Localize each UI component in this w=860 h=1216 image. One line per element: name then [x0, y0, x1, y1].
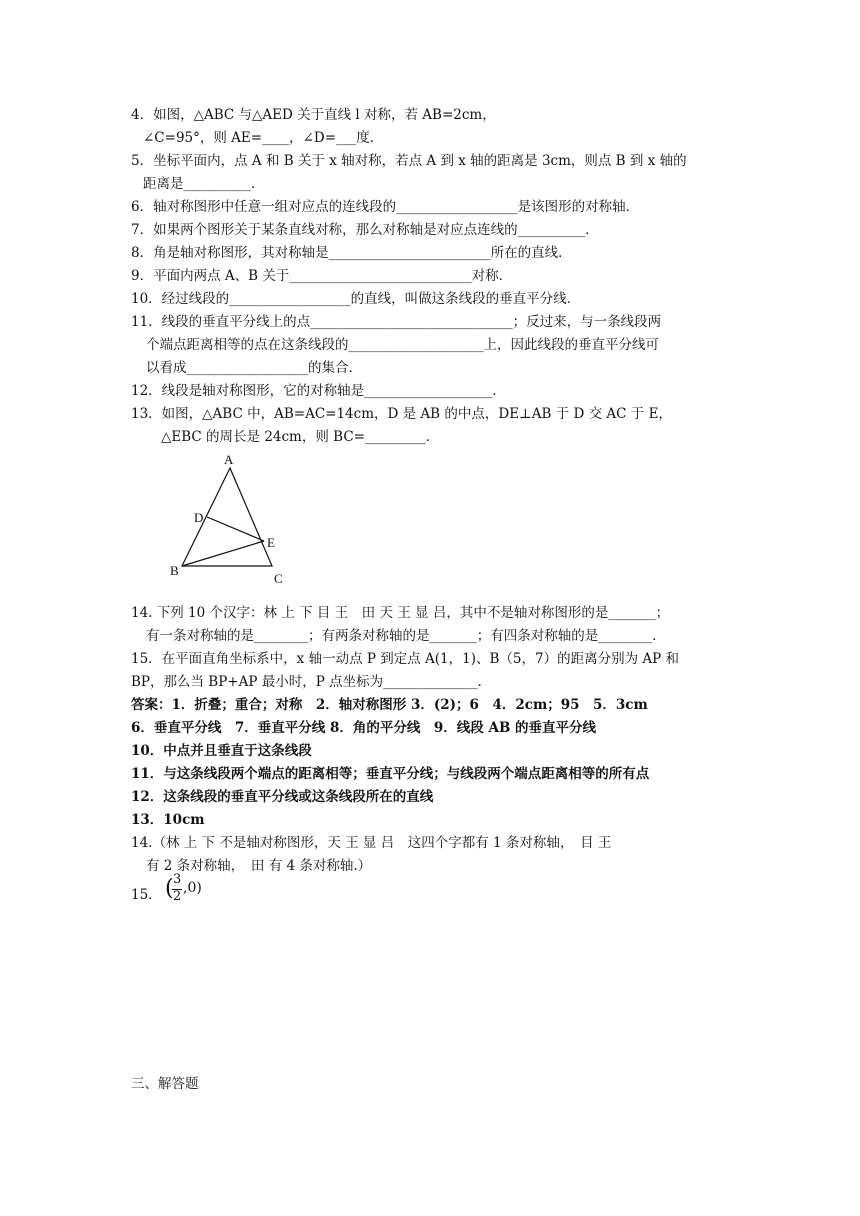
- q6-line: 6．轴对称图形中任意一组对应点的连线段的__________________是该图形的对称轴．: [131, 199, 640, 215]
- label-b: B: [170, 563, 179, 578]
- label-a: A: [224, 452, 234, 467]
- q11-line-1: 11．线段的垂直平分线上的点______________________________；反过来，与一条线段两: [131, 314, 662, 330]
- fraction-tail: ,0): [183, 880, 202, 896]
- answer-line-1: 答案：1．折叠；重合；对称 2．轴对称图形 3．(2)；6 4．2cm；95 5．3cm: [131, 697, 648, 713]
- label-e: E: [267, 535, 275, 550]
- fraction-numerator: 3: [173, 872, 182, 887]
- q12-line: 12．线段是轴对称图形，它的对称轴是___________________．: [131, 383, 506, 399]
- fraction-denominator: 2: [173, 889, 182, 904]
- label-c: C: [274, 571, 283, 586]
- answer-line-2: 6．垂直平分线 7．垂直平分线 8．角的平分线 9．线段 AB 的垂直平分线: [131, 720, 597, 736]
- q13-line-1: 13．如图，△ABC 中，AB=AC=14cm，D 是 AB 的中点，DE⊥AB 于 D 交 AC 于 E，: [131, 406, 672, 422]
- q8-line: 8．角是轴对称图形，其对称轴是________________________所在的直线．: [131, 245, 572, 261]
- answer-line-5: 12．这条线段的垂直平分线或这条线段所在的直线: [131, 789, 434, 805]
- answer-line-4: 11．与这条线段两个端点的距离相等；垂直平分线；与线段两个端点距离相等的所有点: [131, 766, 650, 782]
- q15-line-1: 15．在平面直角坐标系中，x 轴一动点 P 到定点 A(1，1)、B（5，7）的距离分别为 AP 和: [131, 651, 680, 667]
- answer-line-6: 13．10cm: [131, 812, 205, 828]
- section-3-heading: 三、解答题: [131, 1076, 199, 1092]
- q4-line-1: 4．如图，△ABC 与△AED 关于直线 l 对称，若 AB=2cm，: [131, 107, 496, 123]
- q9-line: 9．平面内两点 A、B 关于___________________________对称．: [131, 268, 513, 284]
- q10-line: 10．经过线段的__________________的直线，叫做这条线段的垂直平分线．: [131, 291, 581, 307]
- q5-line-2: 距离是__________．: [143, 176, 265, 192]
- q14-line-1: 14. 下列 10 个汉字：林 上 下 目 王 田 天 王 显 吕，其中不是轴对称图形的是_______；: [131, 605, 670, 621]
- answer-15-label: 15．: [131, 887, 162, 903]
- answer-line-3: 10．中点并且垂直于这条线段: [131, 743, 312, 759]
- segment-de: [207, 517, 264, 541]
- q7-line: 7．如果两个图形关于某条直线对称，那么对称轴是对应点连线的__________．: [131, 222, 599, 238]
- label-d: D: [194, 510, 204, 525]
- q13-line-2: △EBC 的周长是 24cm，则 BC=_________．: [161, 429, 440, 445]
- open-paren: (: [165, 876, 174, 901]
- answer-line-7: 14.（林 上 下 不是轴对称图形，天 王 显 吕 这四个字都有 1 条对称轴， 目 王: [131, 835, 612, 851]
- triangle-figure: [160, 450, 300, 590]
- q15-line-2: BP，那么当 BP+AP 最小时，P 点坐标为______________．: [131, 674, 492, 690]
- answer-line-8: 有 2 条对称轴， 田 有 4 条对称轴.）: [146, 858, 372, 874]
- q11-line-3: 以看成__________________的集合．: [146, 360, 362, 376]
- q4-line-2: ∠C=95°，则 AE=____，∠D=___度．: [143, 130, 384, 146]
- q14-line-2: 有一条对称轴的是________；有两条对称轴的是_______；有四条对称轴的是________．: [146, 628, 666, 644]
- segment-be: [182, 541, 264, 566]
- q11-line-2: 个端点距离相等的点在这条线段的____________________上，因此线段的垂直平分线可: [146, 337, 659, 353]
- q5-line-1: 5．坐标平面内，点 A 和 B 关于 x 轴对称，若点 A 到 x 轴的距离是 3cm，则点 B 到 x 轴的: [131, 153, 687, 169]
